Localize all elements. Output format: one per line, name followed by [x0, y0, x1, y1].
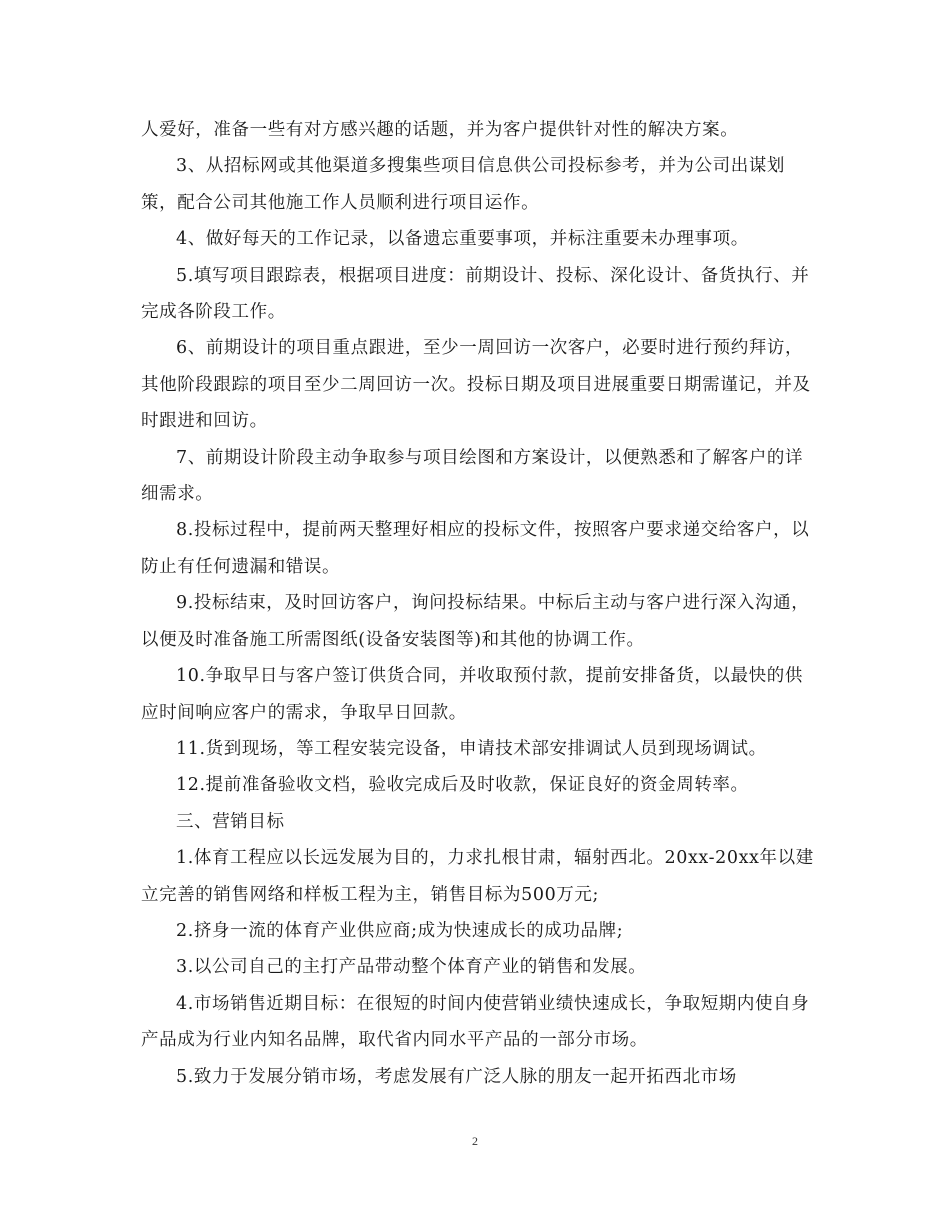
paragraph: 6、前期设计的项目重点跟进，至少一周回访一次客户，必要时进行预约拜访，其他阶段跟踪的项目至少二周回访一次。投标日期及项目进展重要日期需谨记，并及时跟进和回访。: [141, 338, 811, 432]
paragraph: 5.填写项目跟踪表，根据项目进度：前期设计、投标、深化设计、备货执行、并完成各阶段工作。: [141, 265, 810, 323]
paragraph: 12.提前准备验收文档，验收完成后及时收款，保证良好的资金周转率。: [176, 775, 749, 796]
paragraph: 9.投标结束，及时回访客户，询问投标结果。中标后主动与客户进行深入沟通，以便及时准备施工所需图纸(设备安装图等)和其他的协调工作。: [141, 593, 810, 650]
paragraph: 4、做好每天的工作记录，以备遗忘重要事项，并标注重要未办理事项。: [176, 229, 749, 250]
paragraph: 人爱好，准备一些有对方感兴趣的话题，并为客户提供针对性的解决方案。: [141, 120, 739, 140]
paragraph: 8.投标过程中，提前两天整理好相应的投标文件，按照客户要求递交给客户，以防止有任何遗漏和错误。: [141, 520, 810, 577]
paragraph: 1.体育工程应以长远发展为目的，力求扎根甘肃，辐射西北。20xx-20xx年以建立完善的销售网络和样板工程为主，销售目标为500万元;: [141, 848, 814, 905]
paragraph: 3.以公司自己的主打产品带动整个体育产业的销售和发展。: [176, 957, 647, 978]
document-body: [141, 112, 821, 1095]
paragraph: 2.挤身一流的体育产业供应商;成为快速成长的成功品牌;: [176, 920, 624, 941]
paragraph: 4.市场销售近期目标：在很短的时间内使营销业绩快速成长，争取短期内使自身产品成为行业内知名品牌，取代省内同水平产品的一部分市场。: [141, 993, 810, 1051]
paragraph: 三、营销目标: [176, 811, 285, 832]
page-number: 2: [472, 1134, 478, 1148]
paragraph: 7、前期设计阶段主动争取参与项目绘图和方案设计，以便熟悉和了解客户的详细需求。: [141, 447, 804, 505]
paragraph: 3、从招标网或其他渠道多搜集些项目信息供公司投标参考，并为公司出谋划策，配合公司其他施工作人员顺利进行项目运作。: [141, 156, 786, 213]
paragraph: 11.货到现场，等工程安装完设备，申请技术部安排调试人员到现场调试。: [176, 738, 767, 759]
paragraph: 10.争取早日与客户签订供货合同，并收取预付款，提前安排备货，以最快的供应时间响应客户的需求，争取早日回款。: [141, 666, 803, 723]
paragraph: 5.致力于发展分销市场，考虑发展有广泛人脉的朋友一起开拓西北市场: [176, 1066, 737, 1087]
